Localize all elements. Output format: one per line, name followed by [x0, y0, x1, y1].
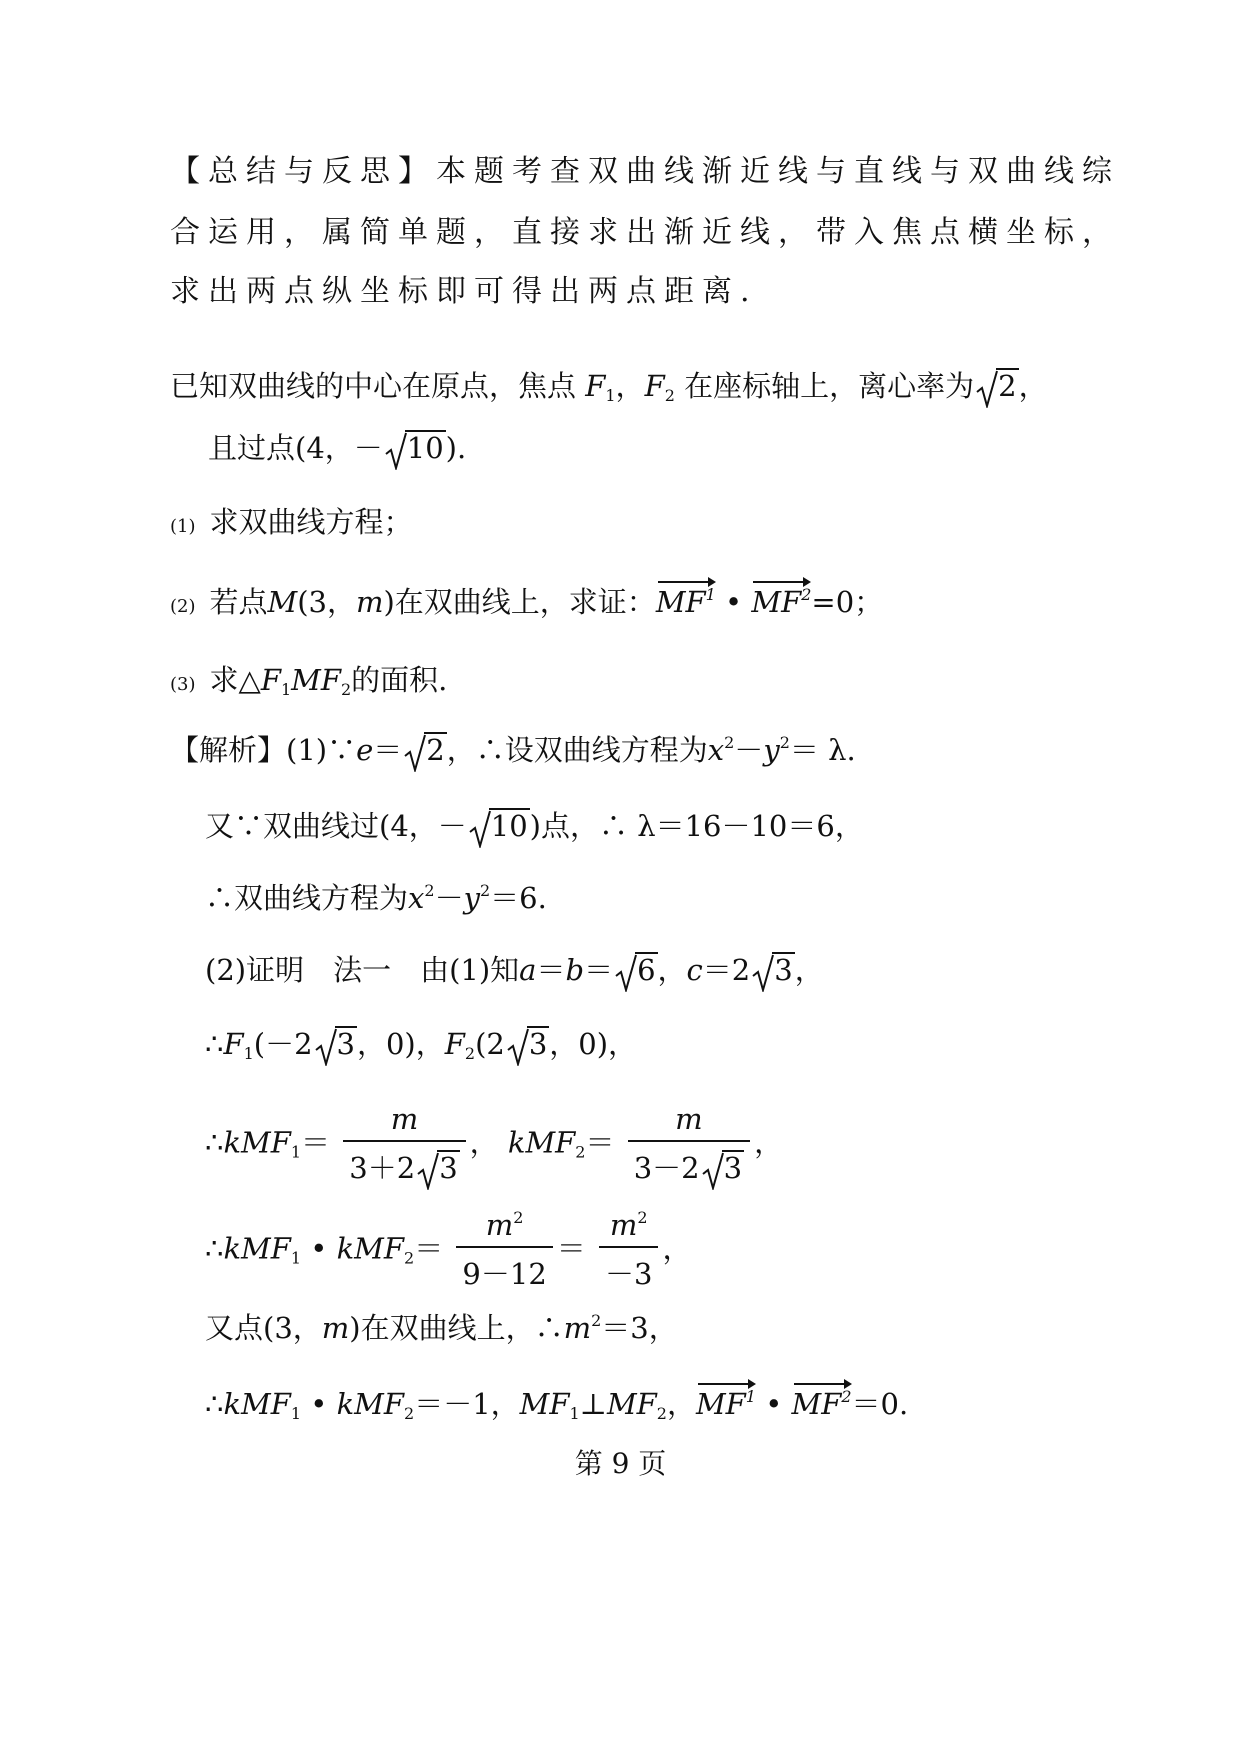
solution-line-1: 【解析】(1)∵e＝ 2，∴设双曲线方程为$x^2-y^2= \lambda$. [170, 728, 856, 769]
solution-line-3: ∴双曲线方程为$x^2-y^2=6$. [205, 881, 547, 915]
vector-mf1-b: $MF^1$ [695, 1387, 756, 1421]
solution-line-5: $\therefore F_1(-2$ 3，0)，$F_2(2$ 3，0)， [205, 1027, 638, 1063]
problem-intro: 已知双曲线的中心在原点，焦点 $F_1$，$F_2$ 在座标轴上，离心率为 2， [170, 369, 1048, 405]
vector-mf2-b: $MF^2$ [791, 1387, 852, 1421]
solution-line-4: (2)证明 法一 由(1)知a＝b＝ 6，c＝2 3， [205, 948, 824, 989]
page-number: 第 9 页 [574, 1447, 667, 1480]
solution-line-2: 又∵双曲线过(4，－ 10)点，∴ λ＝16－10＝6， [205, 804, 864, 845]
fraction-product-1: $\frac{m^2}{9-12}$ [456, 1208, 552, 1293]
question-1: (1) 求双曲线方程； [170, 505, 413, 539]
fraction-kmf1: m 3＋2 3 [343, 1102, 465, 1187]
solution-line-9: ∴kMF$_1$ • kMF$_2$＝－1，$MF_1\perp MF_2$，$MF^1$ • $MF^2=0$. [205, 1387, 909, 1423]
summary-line-2: 合运用，属简单题，直接求出渐近线，带入焦点横坐标， [170, 215, 1120, 250]
summary-line-1: 【总结与反思】本题考查双曲线渐近线与直线与双曲线综 [170, 154, 1120, 189]
problem-pass-point: 且过点(4，－ 10). [208, 426, 466, 467]
question-2: (2) 若点M(3，m)在双曲线上，求证：$MF^1$ • $MF^2=0$； [170, 585, 884, 619]
summary-line-3: 求出两点纵坐标即可得出两点距离. [170, 274, 758, 309]
question-3: (3) 求$\triangle F_1MF_2$的面积. [170, 663, 448, 699]
solution-line-8: 又点(3，m)在双曲线上，$\therefore m^2=3$， [205, 1311, 678, 1345]
fraction-product-2: $\frac{m^2}{-3}$ [599, 1208, 658, 1293]
solution-line-7: ∴kMF$_1$ • kMF$_2$＝ $\frac{m^2}{9-12}$ ＝ $\frac{m^2}{-3}$ ， [205, 1208, 692, 1291]
fraction-kmf2: m 3－2 3 [628, 1102, 750, 1187]
vector-mf1: $MF^1$ [655, 585, 716, 619]
solution-line-6: ∴kMF$_1$＝ m 3＋2 3 ， kMF$_2$＝ m 3－2 3 ， [205, 1102, 783, 1187]
vector-mf2: $MF^2$ [751, 585, 812, 619]
